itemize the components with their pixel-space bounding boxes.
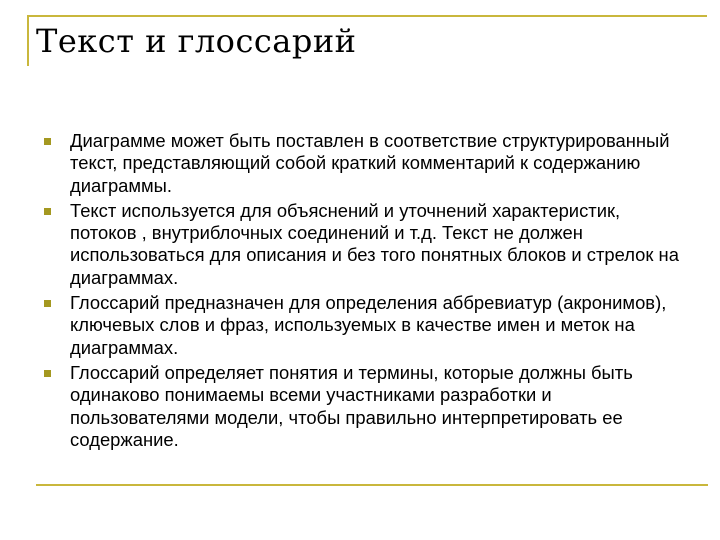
square-bullet-icon [44,138,51,145]
bullet-item [40,130,690,197]
top-rule [27,15,707,17]
bullet-text: Текст используется для объяснений и уточнений характеристик, потоков , внутриблочных соединений и т.д. Текст не должен использоваться для описания и без того понятных блоков и стрелок на диаграммах. [70,199,679,288]
bullet-item [40,200,690,289]
left-rule [27,15,29,66]
bullet-text: Глоссарий определяет понятия и термины, которые должны быть одинаково понимаемы всеми участниками разработки и пользователями модели, чтобы правильно интерпретировать ее содержание. [70,361,633,450]
square-bullet-icon [44,300,51,307]
bullet-text: Диаграмме может быть поставлен в соответствие структурированный текст, представляющий собой краткий комментарий к содержанию диаграммы. [70,130,670,196]
bullet-item [40,362,690,451]
bullet-text: Глоссарий предназначен для определения аббревиатур (акронимов), ключевых слов и фраз, используемых в качестве имен и меток на диаграммах. [70,292,667,358]
bottom-rule [36,484,708,486]
square-bullet-icon [44,208,51,215]
bullet-item [40,292,690,359]
square-bullet-icon [44,370,51,377]
bullet-list [40,130,690,454]
slide-title: Текст и глоссарий [36,22,357,60]
